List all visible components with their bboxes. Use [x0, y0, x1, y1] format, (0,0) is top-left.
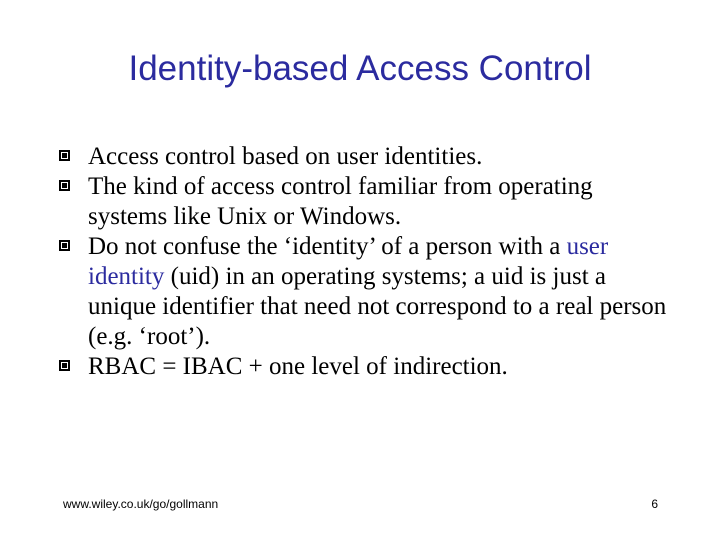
footer-url: www.wiley.co.uk/go/gollmann — [63, 497, 219, 511]
bullet-text-pre: Do not confuse the ‘identity’ of a person with a — [88, 233, 567, 260]
bullet-text: RBAC = IBAC + one level of indirection. — [88, 353, 508, 380]
bullet-text: Access control based on user identities. — [88, 143, 483, 170]
bullet-text-post: (uid) in an operating systems; a uid is just a unique identifier that need not correspond to a real person (e.g. ‘root’). — [88, 263, 667, 350]
bullet-text: The kind of access control familiar from operating systems like Unix or Windows. — [88, 173, 593, 230]
bullet-item — [58, 172, 678, 232]
page-number: 6 — [651, 497, 658, 511]
bullet-item — [58, 232, 678, 352]
bullet-square-icon — [58, 239, 71, 253]
bullet-square-icon — [58, 149, 71, 163]
bullet-list — [58, 142, 678, 382]
bullet-item — [58, 352, 678, 382]
bullet-square-icon — [58, 179, 71, 193]
user-identity-highlight: user identity — [88, 233, 609, 290]
slide-title: Identity-based Access Control — [128, 49, 592, 88]
bullet-square-icon — [58, 359, 71, 373]
bullet-item — [58, 142, 678, 172]
